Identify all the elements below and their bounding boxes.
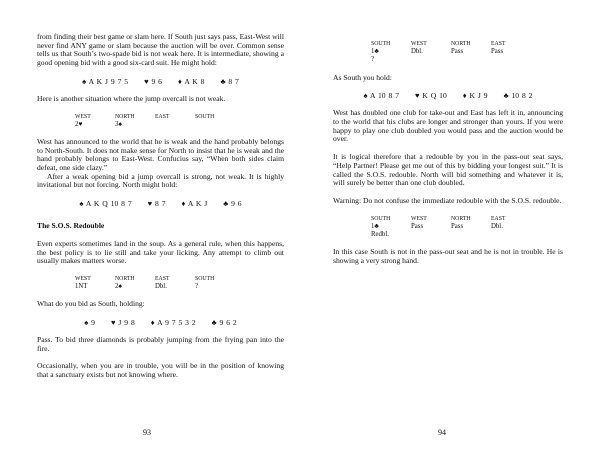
bidding-table [371, 40, 531, 65]
bidding-header: EAST [155, 113, 170, 120]
paragraph: West has doubled one club for take-out and East has left it in, announcing to the world that his clubs are longer and stronger than yours. If you were happy to play one club doubled you would pass and the auction would be over. [333, 108, 563, 144]
clubs-holding: ♣ 10 8 2 [503, 91, 533, 101]
bid: Pass [491, 48, 504, 56]
bid: ? [195, 283, 199, 291]
spades-holding: ♠ A K Q 10 8 7 [79, 199, 132, 209]
card-hand [37, 77, 284, 86]
paragraph: West has announced to the world that he is weak and the hand probably belongs to North-South. It does not make sense for North to insist that he is weak and the hand probably belongs to East-West. Confucius say, “When both sides claim defeat, one side clazy.” [37, 136, 284, 173]
bidding-header: EAST [491, 41, 506, 47]
bid: Dbl. [155, 283, 167, 291]
bidding-header: NORTH [451, 41, 471, 47]
bidding-header: WEST [411, 41, 427, 47]
right-page-content [333, 40, 563, 266]
diamonds-holding: ♦ K J 9 [462, 91, 488, 101]
bid [491, 56, 531, 64]
bidding-header: EAST [491, 215, 506, 222]
bid [451, 56, 491, 64]
bid [195, 121, 235, 129]
spades-holding: ♠ A 10 8 7 [363, 91, 399, 101]
paragraph: from finding their best game or slam here. If South just says pass, East-West will never find ANY game or slam because the auction will be over. Common sense tells us that South’s two-spade bid is not weak here. It is intermediate, showing a good opening bid with a good six-card suit. He might hold: [37, 32, 284, 68]
hearts-holding: ♥ 9 6 [144, 76, 162, 86]
bid [155, 121, 195, 129]
bidding-header: WEST [75, 113, 91, 120]
card-hand [37, 199, 284, 208]
paragraph: Even experts sometimes land in the soup. As a general rule, when this happens, the best policy is to lie still and take your licking. Any attempt to climb out usually makes matters worse. [37, 238, 284, 266]
card-hand [333, 91, 563, 100]
bid: 1NT [75, 283, 88, 291]
bid: Redbl. [371, 231, 389, 239]
bid: ? [371, 56, 375, 64]
bidding-header: EAST [155, 275, 170, 282]
paragraph: Occasionally, when you are in trouble, you will be in the position of knowing that a sanctuary exists but not knowing where. [37, 361, 284, 380]
paragraph: What do you bid as South, holding: [37, 299, 145, 309]
spades-holding: ♠ 9 [84, 318, 95, 328]
bid: 1♣ [371, 48, 379, 56]
left-page-content [37, 33, 284, 380]
section-heading: The S.O.S. Redouble [37, 221, 105, 231]
bidding-table [75, 113, 235, 129]
card-hand [37, 318, 284, 327]
diamonds-holding: ♦ A 9 7 5 3 2 [150, 318, 196, 328]
bidding-header: SOUTH [195, 275, 215, 282]
hearts-holding: ♥ K Q 10 [415, 91, 447, 101]
bidding-header: WEST [411, 215, 427, 222]
hearts-holding: ♥ J 9 8 [110, 318, 135, 328]
bid: 3♠ [115, 120, 123, 128]
bid: 2♥ [75, 120, 83, 128]
paragraph: Pass. To bid three diamonds is probably jumping from the frying pan into the fire. [37, 335, 284, 353]
paragraph: As South you hold: [333, 72, 392, 82]
bid: Dbl. [411, 48, 423, 56]
paragraph: In this case South is not in the pass-out seat and he is not in trouble. He is showing a very strong hand. [333, 247, 563, 265]
bid: Pass [451, 222, 464, 230]
bidding-table [371, 215, 531, 240]
paragraph: After a weak opening bid a jump overcall is strong, not weak. It is highly invitational but not forcing. North might hold: [37, 171, 284, 190]
clubs-holding: ♣ 9 6 [223, 199, 242, 209]
page-number: 93 [143, 428, 151, 437]
bidding-header: NORTH [115, 275, 135, 282]
bid [411, 56, 451, 64]
bidding-header: SOUTH [371, 41, 391, 47]
page-number: 94 [438, 428, 446, 437]
bidding-header: SOUTH [195, 113, 215, 120]
bid: Dbl. [491, 222, 503, 230]
paragraph: Here is another situation where the jump overcall is not weak. [37, 93, 226, 103]
paragraph: Warning: Do not confuse the immediate redouble with the S.O.S. redouble. [333, 195, 562, 205]
bid: Pass [411, 222, 424, 230]
bidding-header: NORTH [115, 113, 135, 120]
diamonds-holding: ♦ A K 8 [177, 76, 205, 86]
bidding-header: WEST [75, 275, 91, 282]
bidding-table [75, 275, 235, 291]
bidding-header: SOUTH [371, 215, 391, 222]
bid: 1♣ [371, 222, 379, 230]
bid: Pass [451, 48, 464, 56]
bid: 2♠ [115, 283, 123, 291]
bid [491, 231, 531, 239]
bidding-header: NORTH [451, 215, 471, 222]
bid [451, 231, 491, 239]
hearts-holding: ♥ 8 7 [147, 199, 166, 209]
bid [411, 231, 451, 239]
paragraph: It is logical therefore that a redouble by you in the pass-out seat says, “Help Partner! Please get me out of this by bidding your longest suit.” It is called the S.O.S. redouble. North will bid something and whatever it is, will surely be better than one club doubled. [333, 152, 563, 188]
diamonds-holding: ♦ A K J [181, 199, 208, 209]
clubs-holding: ♣ 9 6 2 [211, 318, 237, 328]
spades-holding: ♠ A K J 9 7 5 [82, 76, 129, 86]
clubs-holding: ♣ 8 7 [220, 76, 239, 86]
